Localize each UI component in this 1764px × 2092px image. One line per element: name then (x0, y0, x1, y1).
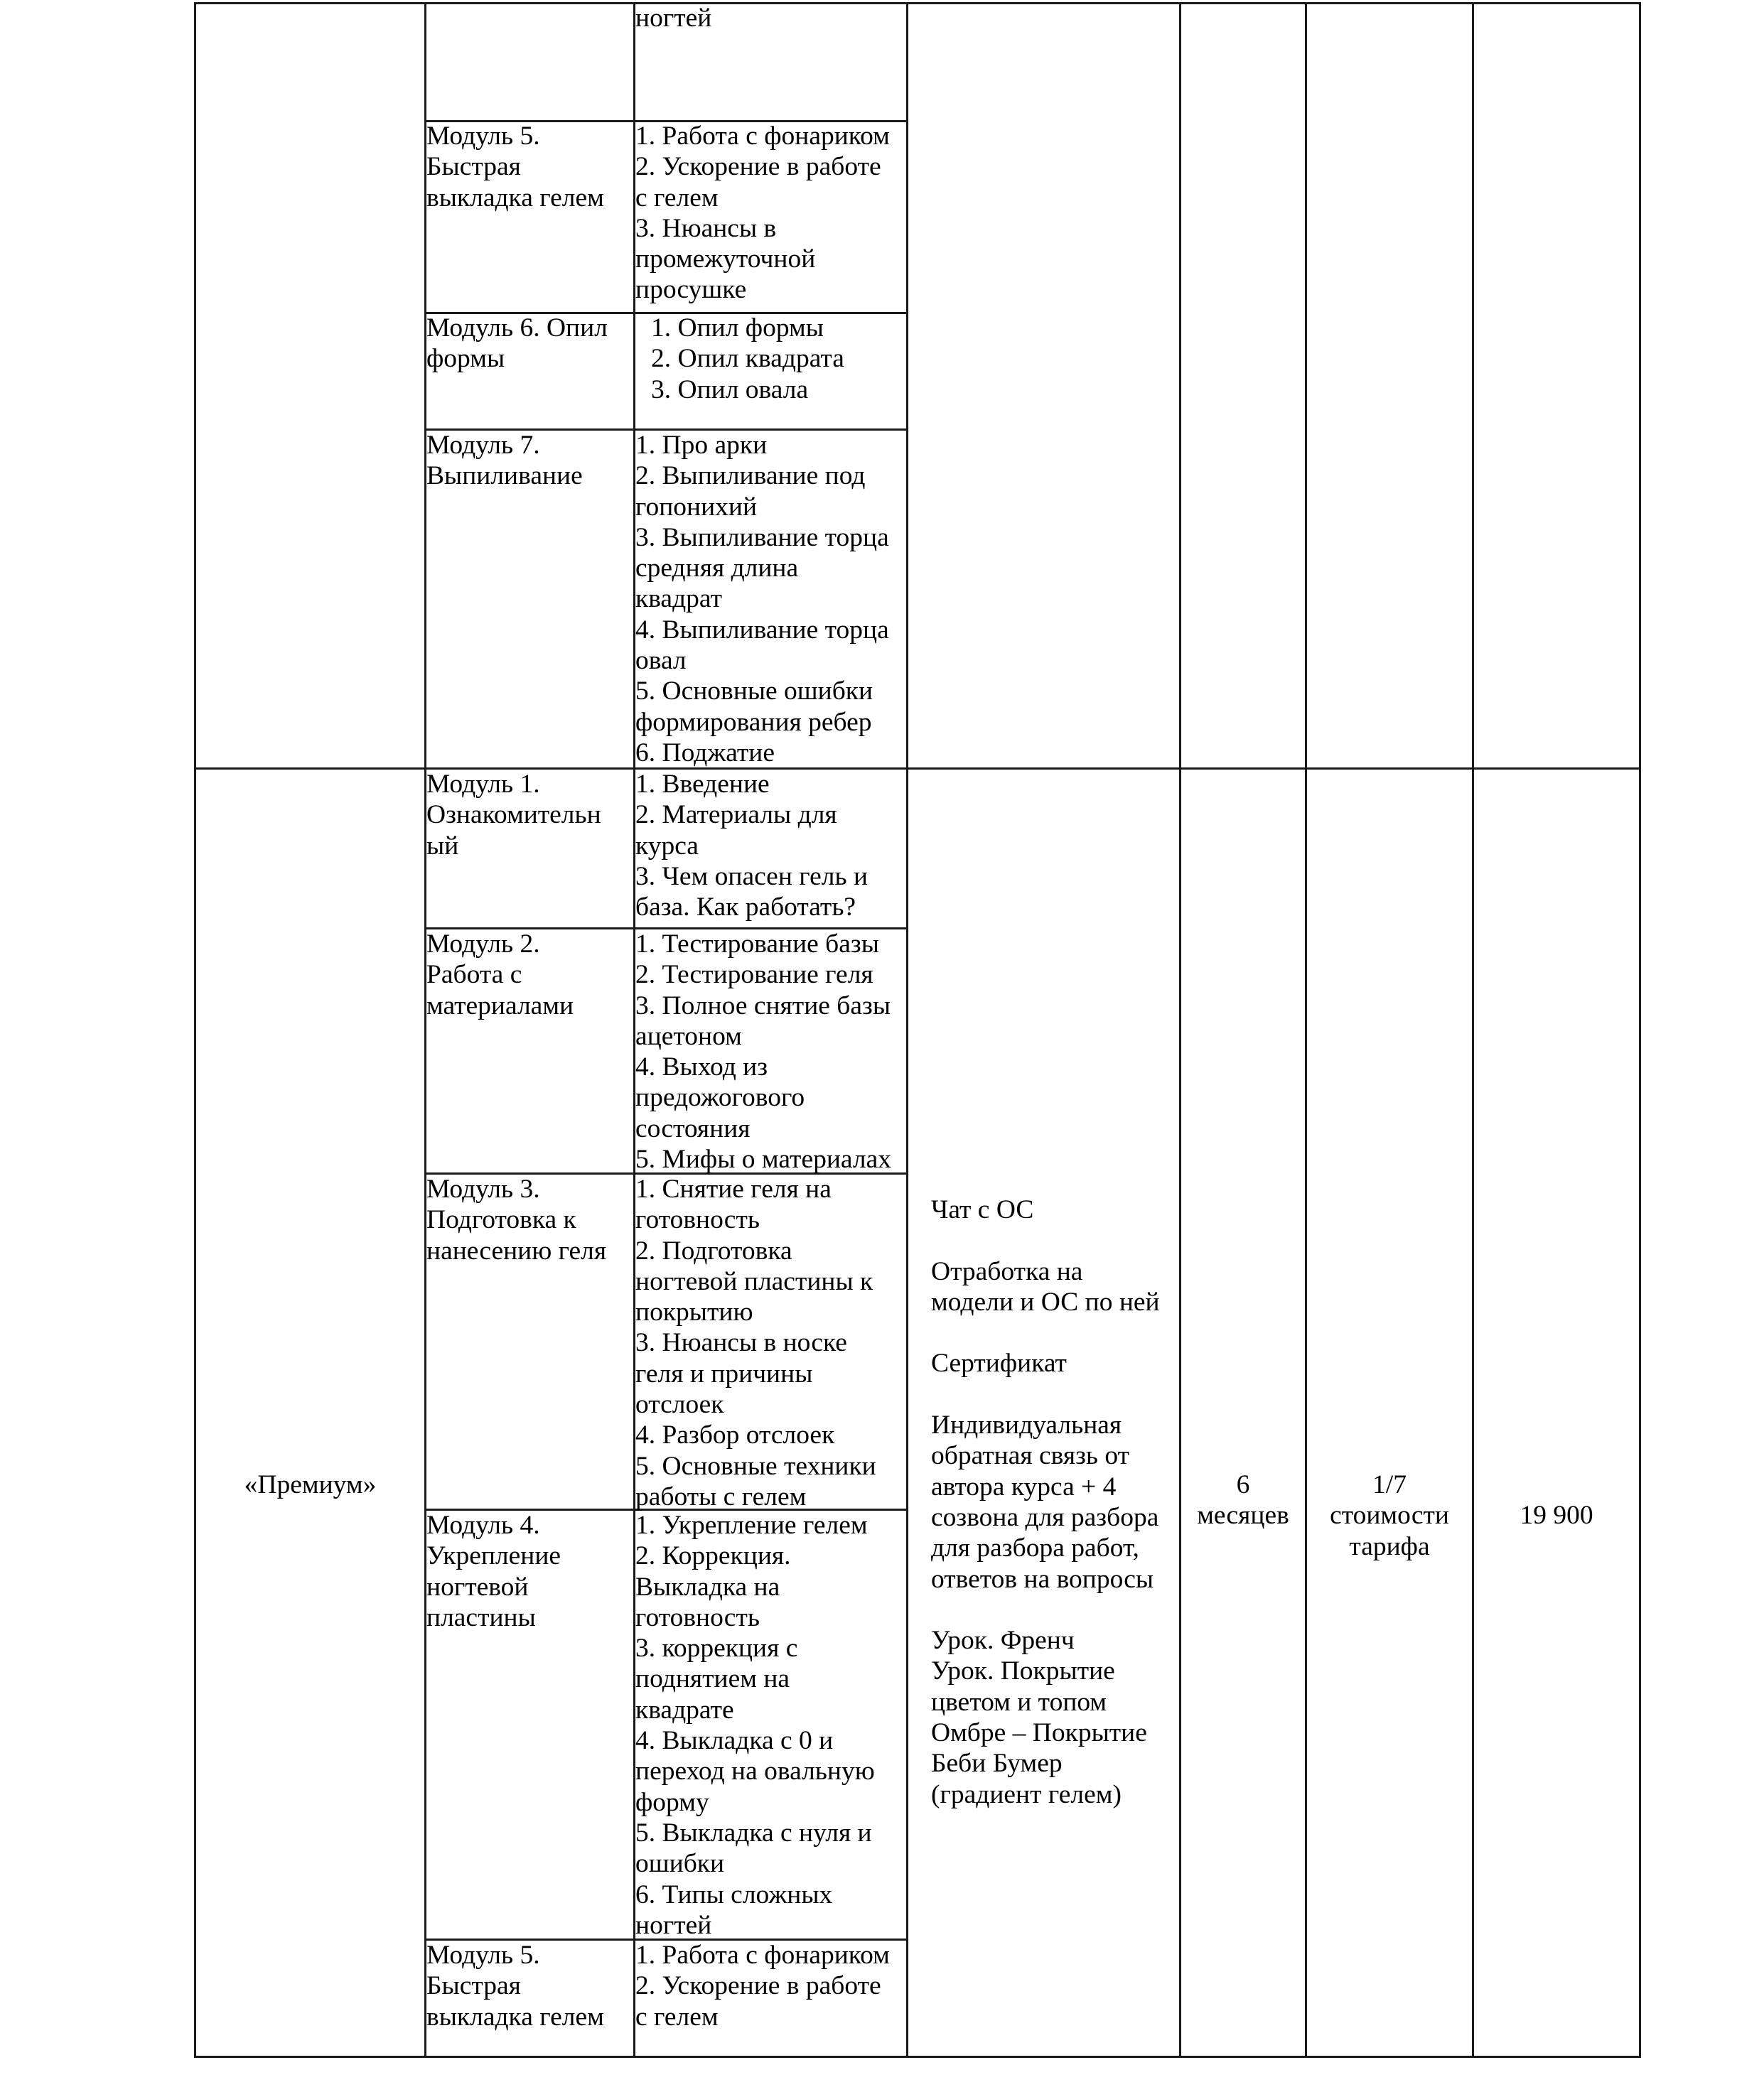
table-border-top (194, 2, 1641, 4)
table-border-bottom (194, 2056, 1641, 2058)
tariff-price: 19 900 (1520, 1501, 1593, 1530)
module-name: Модуль 2. Работа с материалами (426, 929, 574, 1020)
module-name: Модуль 4. Укрепление ногтевой пластины (426, 1511, 561, 1632)
installment-terms: 1/7 стоимости тарифа (1330, 1470, 1449, 1561)
module-name: Модуль 5. Быстрая выкладка гелем (426, 1941, 604, 2032)
module-topics: 1. Тестирование базы 2. Тестирование геля 3. Полное снятие базы ацетоном 4. Выход из предожогового состояния 5. Мифы о материалах (635, 929, 891, 1175)
tariff-name: «Премиум» (244, 1470, 377, 1499)
module-name: Модуль 3. Подготовка к нанесению геля (426, 1175, 607, 1266)
topic-list-tail: ногтей (635, 4, 712, 33)
module-topics: 1. Про арки 2. Выпиливание под гопонихий 3. Выпиливание торца средняя длина квадрат 4. Выпиливание торца овал 5. Основные ошибки формирования ребер 6. Поджатие (635, 431, 889, 767)
module-name: Модуль 5. Быстрая выкладка гелем (426, 122, 604, 212)
module-name: Модуль 1. Ознакомительн ый (426, 770, 601, 861)
table-col-divider (1305, 2, 1307, 2058)
table-border-right (1639, 2, 1641, 2058)
module-topics: 1. Введение 2. Материалы для курса 3. Чем опасен гель и база. Как работать? (635, 770, 868, 922)
module-name: Модуль 7. Выпиливание (426, 431, 583, 491)
table-col-divider (424, 2, 426, 2058)
table-col-divider (1472, 2, 1474, 2058)
module-topics: 1. Работа с фонариком 2. Ускорение в работе с гелем 3. Нюансы в промежуточной просушке (635, 122, 890, 305)
table-row-divider-premium (194, 767, 1641, 770)
module-topics: 1. Работа с фонариком 2. Ускорение в работе с гелем (635, 1941, 890, 2032)
course-duration: 6 месяцев (1197, 1470, 1289, 1531)
module-topics: 1. Укрепление гелем 2. Коррекция. Выкладка на готовность 3. коррекция с поднятием на квадрате 4. Выкладка с 0 и переход на овальную форму 5. Выкладка с нуля и ошибки 6. Типы сложных ногтей (635, 1511, 875, 1940)
tariff-features: Чат с ОС Отработка на модели и ОС по ней Сертификат Индивидуальная обратная связь от автора курса + 4 созвона для разбора для разбора работ, ответов на вопросы Урок. Френч Урок. Покрытие цветом и топом Омбре – Покрытие Беби Бумер (градиент гелем) (931, 1195, 1160, 1809)
module-topics: 1. Снятие геля на готовность 2. Подготовка ногтевой пластины к покрытию 3. Нюансы в носке геля и причины отслоек 4. Разбор отслоек 5. Основные техники работы с гелем (635, 1175, 876, 1511)
table-border-left (194, 2, 196, 2058)
table-col-divider (1179, 2, 1181, 2058)
module-name: Модуль 6. Опил формы (426, 313, 608, 374)
module-topics: 1. Опил формы 2. Опил квадрата 3. Опил овала (651, 313, 844, 404)
table-col-divider (906, 2, 908, 2058)
